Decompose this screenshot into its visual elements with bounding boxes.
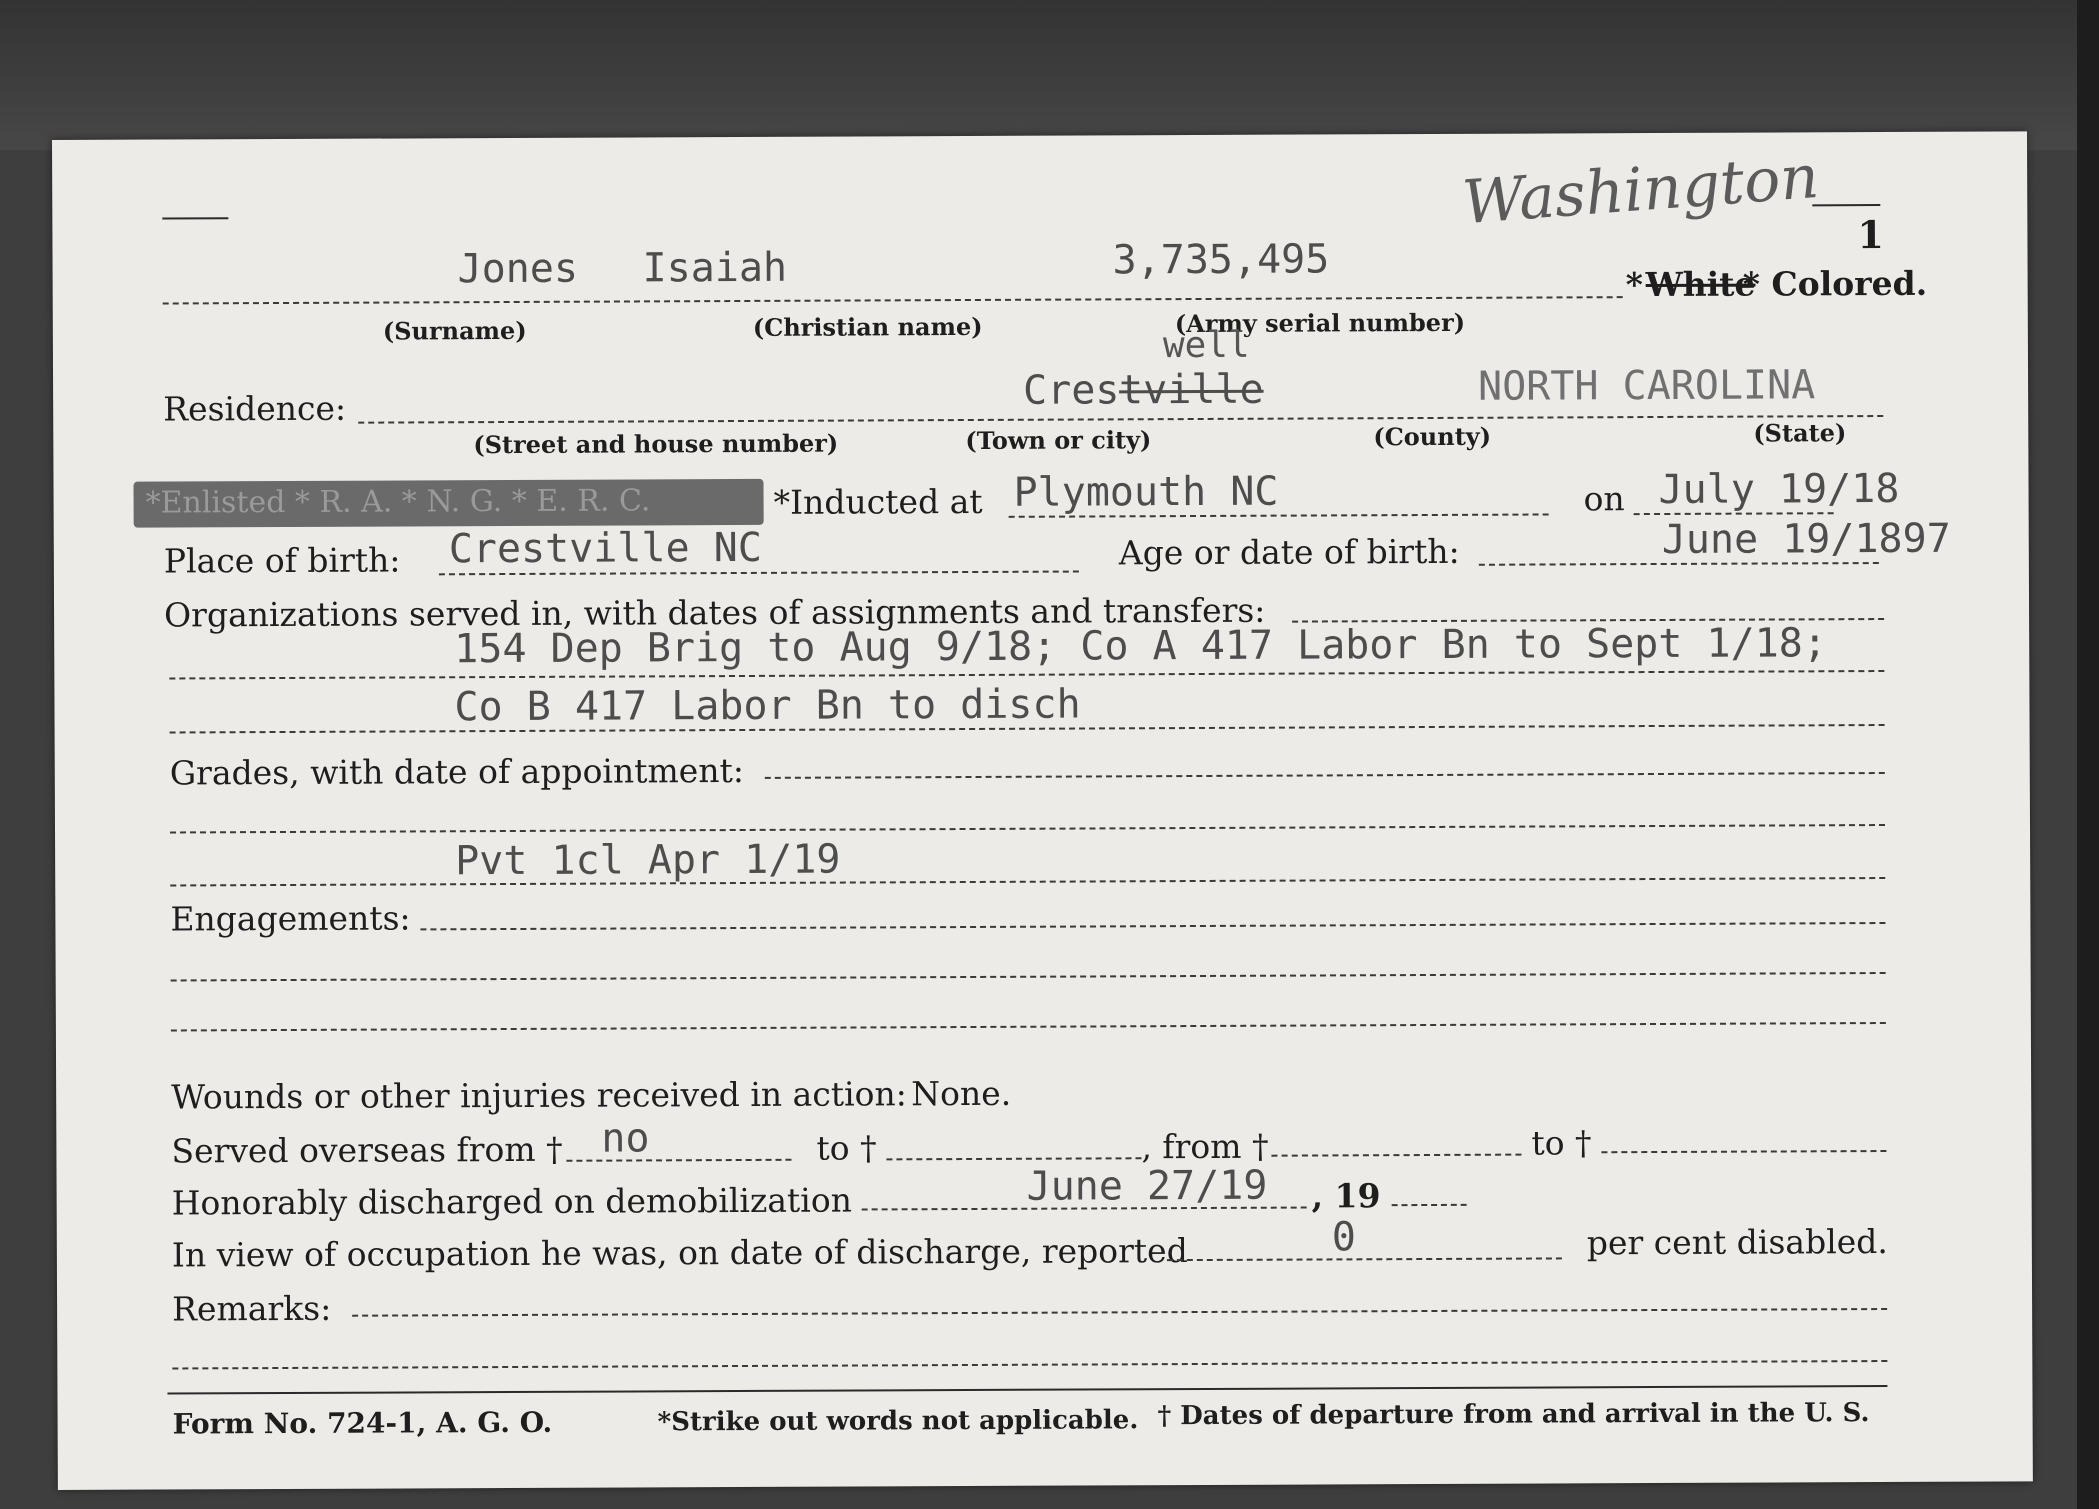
card-number: 1 (1857, 212, 1884, 258)
race-colored: * Colored. (1742, 263, 1928, 304)
overseas-to2-label: to † (1531, 1123, 1592, 1163)
footer-rule (167, 1385, 1887, 1395)
organizations-label: Organizations served in, with dates of assignments and transfers: (163, 590, 1266, 635)
form-number: Form No. 724-1, A. G. O. (172, 1405, 553, 1441)
grades-entry-line (170, 877, 1885, 886)
discharge-year-line (1392, 1204, 1467, 1206)
overseas-from2-line (1271, 1154, 1521, 1157)
inducted-label: *Inducted at (773, 481, 983, 522)
overseas-to2-line (1601, 1150, 1886, 1153)
dates-note: † Dates of departure from and arrival in the U. S. (1157, 1398, 1870, 1432)
overseas-from-value: no (601, 1115, 650, 1162)
inducted-date-value: July 19/18 (1658, 465, 1900, 513)
serial-number-caption: (Army serial number) (1174, 307, 1466, 339)
overseas-to-line (886, 1157, 1141, 1160)
town-caption: (Town or city) (965, 425, 1152, 456)
christian-name-value: Isaiah (642, 244, 788, 292)
card-number-rule (1812, 204, 1880, 206)
wounds-label: Wounds or other injuries received in action: (171, 1074, 907, 1117)
name-line (163, 296, 1623, 304)
inducted-date-line (1634, 512, 1834, 515)
remarks-line-2 (172, 1360, 1887, 1369)
surname-caption: (Surname) (382, 315, 527, 346)
discharge-date: June 27/19 (1026, 1162, 1268, 1210)
grades-blank-line (170, 824, 1885, 833)
discharge-date-line (862, 1207, 1307, 1211)
birth-date-line (1479, 562, 1879, 566)
organizations-line-2: Co B 417 Labor Bn to disch (454, 681, 1081, 731)
engagements-label: Engagements: (170, 898, 411, 939)
grades-label: Grades, with date of appointment: (169, 750, 744, 793)
race-white: White (1645, 264, 1756, 305)
overseas-from2-label: , from † (1141, 1126, 1269, 1167)
disability-suffix: per cent disabled. (1586, 1222, 1888, 1263)
disability-label: In view of occupation he was, on date of discharge, reported (171, 1231, 1188, 1275)
county-caption: (County) (1373, 421, 1492, 452)
street-caption: (Street and house number) (473, 428, 839, 460)
engagements-label-line (420, 922, 1885, 930)
enlisted-options-text: *Enlisted * R. A. * N. G. * E. R. C. (145, 483, 651, 521)
discharge-year-suffix: , 19 (1311, 1176, 1381, 1216)
christian-name-caption: (Christian name) (752, 311, 983, 342)
residence-line (358, 415, 1883, 424)
birth-date-value: June 19/1897 (1661, 515, 1951, 563)
race-asterisk: * (1625, 265, 1643, 305)
overseas-from-label: Served overseas from † (171, 1129, 563, 1171)
birth-place-value: Crestville NC (448, 524, 762, 573)
birth-place-label: Place of birth: (163, 540, 401, 581)
wounds-value: None. (911, 1073, 1012, 1114)
top-left-rule (162, 217, 228, 219)
overseas-from-line (566, 1159, 791, 1162)
scanner-background-edge (2077, 0, 2099, 1509)
overseas-to-label: to † (816, 1128, 877, 1168)
engagements-blank-line-2 (171, 1022, 1886, 1031)
disability-value: 0 (1331, 1214, 1356, 1261)
state-caption: (State) (1753, 418, 1847, 448)
engagements-blank-line-1 (171, 972, 1886, 981)
remarks-label: Remarks: (172, 1288, 332, 1329)
handwritten-town-insert: well (1162, 324, 1250, 367)
birth-date-label: Age or date of birth: (1118, 531, 1460, 573)
handwritten-county: Washington (1460, 141, 1822, 239)
surname-value: Jones (457, 245, 579, 293)
service-record-card (52, 131, 2033, 1490)
discharge-label: Honorably discharged on demobilization (171, 1180, 853, 1223)
residence-town-prefix: Cres (1023, 367, 1120, 414)
remarks-line-1 (352, 1308, 1887, 1317)
inducted-place-value: Plymouth NC (1013, 468, 1279, 516)
grades-label-line (765, 772, 1885, 779)
disability-line (1167, 1257, 1562, 1261)
scanner-background-top (0, 0, 2099, 150)
residence-label: Residence: (163, 388, 347, 429)
enlisted-options-struck (133, 479, 763, 528)
grades-entry: Pvt 1cl Apr 1/19 (455, 836, 841, 885)
residence-town-struck: tville (1119, 366, 1264, 414)
organizations-line-1: 154 Dep Brig to Aug 9/18; Co A 417 Labor Bn to Sept 1/18; (454, 620, 1828, 673)
inducted-on-label: on (1583, 479, 1625, 519)
organizations-line-1-rule (169, 670, 1884, 679)
residence-state-value: NORTH CAROLINA (1477, 362, 1816, 410)
strike-note: *Strike out words not applicable. (657, 1405, 1139, 1438)
serial-number-value: 3,735,495 (1112, 236, 1330, 284)
